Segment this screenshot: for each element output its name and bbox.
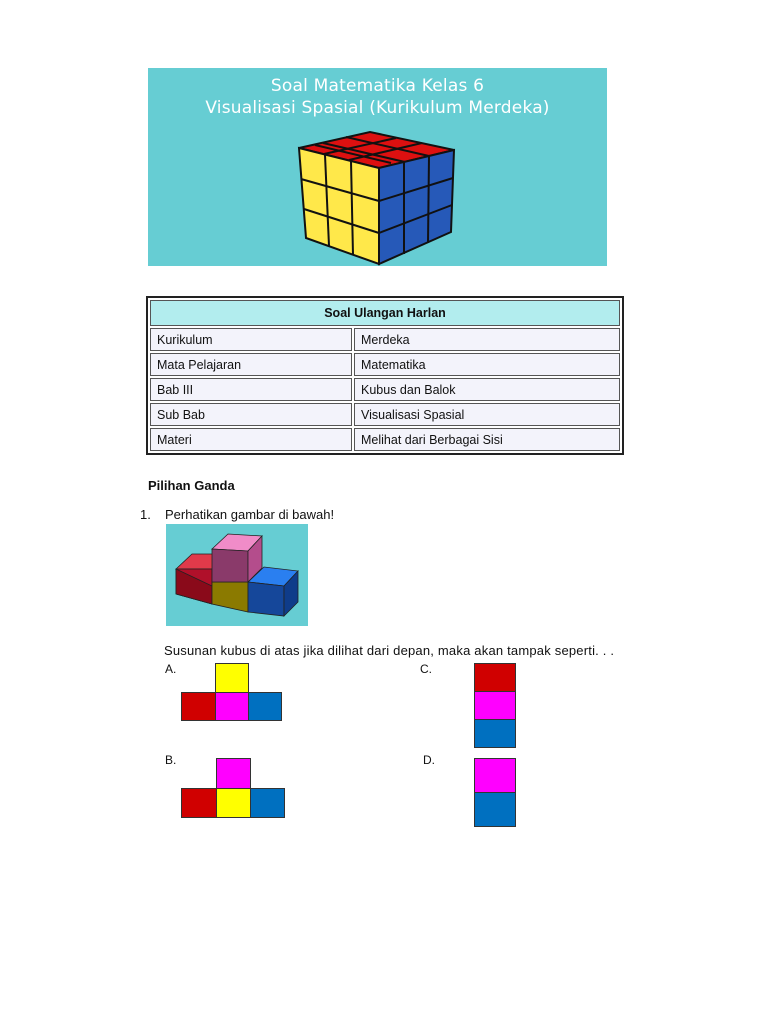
square-red [181,692,216,721]
cube-arrangement-image [166,524,308,626]
square-yellow [216,788,251,818]
row-value: Matematika [354,353,620,376]
square-blue [250,788,285,818]
square-magenta [215,692,249,721]
square-blue [248,692,282,721]
banner-title-line1: Soal Matematika Kelas 6 [270,76,485,96]
info-table-header: Soal Ulangan Harlan [150,300,620,326]
table-row [150,353,620,376]
square-magenta [474,691,516,720]
row-value: Kubus dan Balok [354,378,620,401]
row-value: Melihat dari Berbagai Sisi [354,428,620,451]
square-red [474,663,516,692]
section-title: Pilihan Ganda [148,478,235,493]
square-yellow [215,663,249,693]
square-magenta [474,758,516,793]
row-label: Mata Pelajaran [150,353,352,376]
row-label: Materi [150,428,352,451]
table-row [150,428,620,451]
option-c-label[interactable]: C. [420,662,432,676]
row-label: Bab III [150,378,352,401]
option-d-label[interactable]: D. [423,753,435,767]
row-label: Sub Bab [150,403,352,426]
row-value: Visualisasi Spasial [354,403,620,426]
banner-title-line2: Visualisasi Spasial (Kurikulum Merdeka) [205,98,550,118]
square-blue [474,792,516,827]
option-a-label[interactable]: A. [165,662,177,676]
square-blue [474,719,516,748]
title-banner [148,68,607,266]
info-table [146,296,624,455]
question-text: Perhatikan gambar di bawah! [165,507,335,522]
option-b-label[interactable]: B. [165,753,177,767]
table-row [150,328,620,351]
square-red [181,788,217,818]
question-number: 1. [140,507,151,522]
table-row [150,378,620,401]
square-magenta [216,758,251,789]
question-subtext: Susunan kubus di atas jika dilihat dari depan, maka akan tampak seperti. . . [164,643,615,658]
row-value: Merdeka [354,328,620,351]
row-label: Kurikulum [150,328,352,351]
table-row [150,403,620,426]
